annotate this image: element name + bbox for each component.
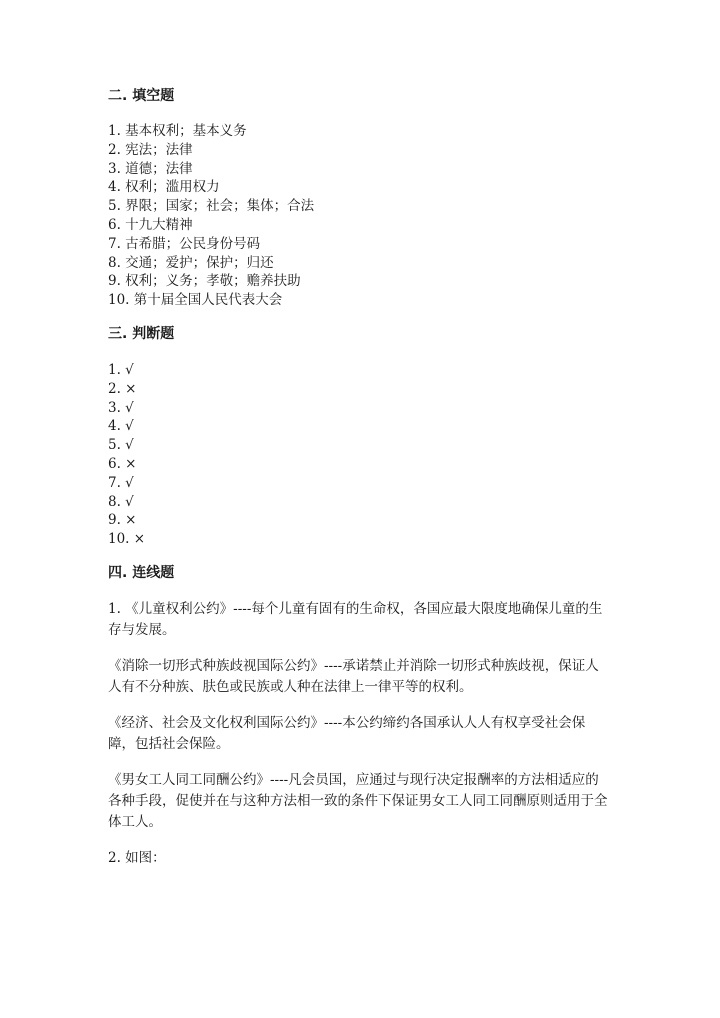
section-title-matching: 四. 连线题 bbox=[108, 564, 175, 581]
list-item: 2. 宪法；法律 bbox=[108, 141, 193, 158]
section-title-fill-in: 二. 填空题 bbox=[108, 88, 175, 104]
list-item: 5. 界限；国家；社会；集体；合法 bbox=[108, 198, 315, 215]
list-item: 10. 第十届全国人民代表大会 bbox=[108, 292, 283, 309]
list-item: 4. 权利；滥用权力 bbox=[108, 179, 220, 196]
fill-in-answer-list bbox=[108, 122, 618, 310]
list-item: 6. 十九大精神 bbox=[108, 216, 193, 233]
list-item: 1. √ bbox=[108, 361, 134, 378]
list-item: 1. 基本权利；基本义务 bbox=[108, 123, 247, 139]
list-item: 3. √ bbox=[108, 399, 134, 416]
list-item: 7. √ bbox=[108, 474, 134, 491]
true-false-answer-list bbox=[108, 361, 618, 549]
list-item: 9. × bbox=[108, 512, 137, 529]
matching-answer-paragraph: 《经济、社会及文化权利国际公约》----本公约缔约各国承认人人有权享受社会保障，包括社会保险。 bbox=[108, 714, 586, 752]
list-item: 10. × bbox=[108, 531, 146, 548]
list-item: 6. × bbox=[108, 455, 137, 472]
list-item: 8. √ bbox=[108, 493, 134, 510]
answer-page bbox=[108, 86, 618, 869]
list-item: 7. 古希腊；公民身份号码 bbox=[108, 235, 261, 252]
list-item: 5. √ bbox=[108, 437, 134, 454]
section-title-true-false: 三. 判断题 bbox=[108, 325, 175, 342]
list-item: 9. 权利；义务；孝敬；赡养扶助 bbox=[108, 273, 301, 290]
list-item: 8. 交通；爱护；保护；归还 bbox=[108, 254, 274, 271]
matching-answer-paragraph: 1. 《儿童权利公约》----每个儿童有固有的生命权，各国应最大限度地确保儿童的生存与发展。 bbox=[108, 600, 603, 638]
matching-answer-figure-ref: 2. 如图： bbox=[108, 849, 166, 866]
list-item: 2. × bbox=[108, 380, 137, 397]
list-item: 3. 道德；法律 bbox=[108, 160, 193, 177]
matching-answer-paragraph: 《男女工人同工同酬公约》----凡会员国，应通过与现行决定报酬率的方法相适应的各种手段，促使并在与这种方法相一致的条件下保证男女工人同工同酬原则适用于全体工人。 bbox=[108, 771, 608, 830]
matching-answer-paragraph: 《消除一切形式种族歧视国际公约》----承诺禁止并消除一切形式种族歧视，保证人人有不分种族、肤色或民族或人种在法律上一律平等的权利。 bbox=[108, 657, 599, 695]
list-item: 4. √ bbox=[108, 418, 134, 435]
